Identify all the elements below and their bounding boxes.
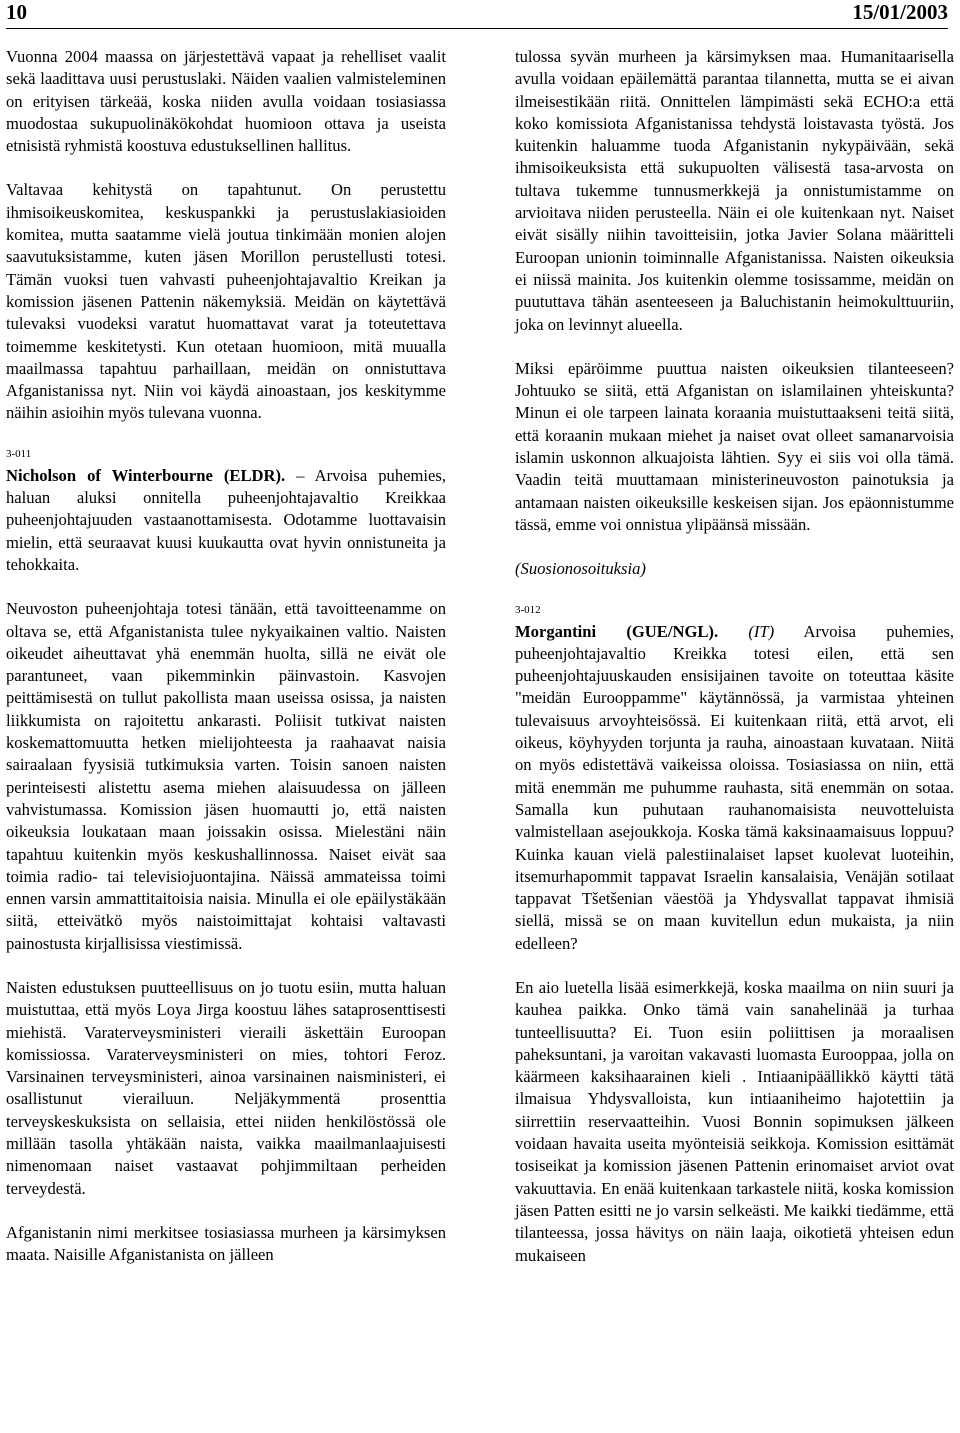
speech-intro bbox=[515, 621, 954, 955]
paragraph: Neuvoston puheenjohtaja totesi tänään, että tavoitteenamme on oltava se, että Afganistanista tulee nykyaikainen valtio. Naisten oikeudet aiheuttavat yhä enemmän huolta, sillä ne eivät ole parantuneet, vaan pikemminkin päinvastoin. Kasvojen peittämisestä on tullut pakollista maan useissa osissa, ja naisten liikkumista on rajoitettu ankarasti. Poliisit tutkivat naisten koskemattomuutta hetken mielijohteesta ja raahaavat naisia sairaalaan fyysisiä tutkimuksia varten. Toisin sanoen naisten perinteisesti alistettu asema miehen alaisuudessa on jälleen vahvistumassa. Komission jäsen huomautti jo, että naisten oikeuksia loukataan maan joissakin osissa. Mielestäni näin tapahtuu kuitenkin myös keskushallinnossa. Naiset eivät saa toimia radio- tai televisiojuontajina. Näissä ammateissa toimi ennen varsin ammattitaitoisia naisia. Minulla ei ole epäilystäkään siitä, etteivätkö myös naistoimittajat kohtaisi valtavasti painostusta kirjallisissa viestimissä. bbox=[6, 599, 446, 953]
procedure-number: 3-012 bbox=[515, 603, 541, 616]
paragraph: Naisten edustuksen puutteellisuus on jo tuotu esiin, mutta haluan muistuttaa, että myös Loya Jirga koostuu lähes sataprosenttisesti miehistä. Varaterveysministeri vieraili äskettäin Euroopan komissiossa. Varaterveysministeri on mies, tohtori Feroz. Varsinainen terveysministeri, ainoa varsinainen naisministeri, ei osallistunut vierailuun. Neljäkymmentä prosenttia terveyskeskuksista on sellaisia, ettei niiden henkilöstössä ole millään tasolla yhtäkään naista, vaikka maailmanlaajuisesti nimenomaan naiset vastaavat pohjimmiltaan perheiden terveydestä. bbox=[6, 977, 446, 1198]
paragraph: Miksi epäröimme puuttua naisten oikeuksien tilanteeseen? Johtuuko se siitä, että Afganistan on islamilainen yhteiskunta? Minun ei ole tarpeen lainata koraania muistuttaakseni teitä siitä, että koraanin mukaan miehet ja naiset ovat olleet samanarvoisia islamin uskonnon alkuajoista lähtien. Syy ei siis voi olla tämä. Vaadin teitä muuttamaan ministerineuvoston painotuksia ja antamaan naisten oikeuksille keskeisen sijan. Jos epäonnistumme tässä, emme voi onnistua ylipäänsä missään. bbox=[515, 358, 954, 534]
speaker-name: Nicholson of Winterbourne (ELDR). bbox=[6, 465, 286, 485]
speech-text: – Arvoisa puhemies, haluan aluksi onnitella puheenjohtajavaltio Kreikkaa puheenjohtajuuden vastaanottamisesta. Odotamme luottavaisin mielin, että seuraavat kuusi kuukautta ovat hyvin onnistuneita ja tehokkaita. bbox=[6, 465, 446, 574]
applause-note: (Suosionosoituksia) bbox=[515, 559, 646, 579]
paragraph: Vuonna 2004 maassa on järjestettävä vapaat ja rehelliset vaalit sekä laadittava uusi perustuslaki. Näiden vaalien valmisteleminen on erityisen tärkeää, koska niiden avulla voidaan tosiasiassa muodostaa sukupuolinäkökohdat huomioon ottava ja useista etnisistä ryhmistä koostuva edustuksellinen hallitus. bbox=[6, 47, 446, 156]
header-date: 15/01/2003 bbox=[852, 0, 948, 24]
paragraph: Valtavaa kehitystä on tapahtunut. On perustettu ihmisoikeuskomitea, keskuspankki ja perustuslakiasioiden komitea, mutta saatamme vielä joutua tinkimään monien alojen saavutuksistamme, kuten jäsen Morillon perustellusti totesi. Tämän vuoksi tuen vahvasti puheenjohtajavaltio Kreikan ja komission jäsenen Pattenin näkemyksiä. Meidän on käytettävä tulevaksi vuodeksi varatut huomattavat varat ja toteutettava toimemme keskitetysti. Kun otetaan huomioon, mitä muualla maailmassa tapahtuu parhaillaan, meidän on onnistuttava Afganistanissa nyt. Niin voi käydä ainoastaan, jos keskitymme näihin asioihin myös tulevana vuonna. bbox=[6, 180, 446, 423]
left-column bbox=[6, 46, 446, 1267]
paragraph: tulossa syvän murheen ja kärsimyksen maa. Humanitaarisella avulla voidaan epäilemättä parantaa tilannetta, mutta se ei aivan ilmeisestikään riitä. Onnittelen lämpimästi sekä ECHO:a että koko komissiota Afganistanissa tehdystä loistavasta työstä. Jos kuitenkin haluamme tuoda Afganistanin nykypäivään, sekä ihmisoikeuksista että sukupuolten välisestä tasa-arvosta on tultava tukemme tunnusmerkkejä ja onnistumistamme on arvioitava niiden perusteella. Näin ei ole kuitenkaan nyt. Naiset eivät sisälly niihin tavoitteisiin, jotka Javier Solana määritteli Euroopan unionin toiminnalle Afganistanissa. Naisten oikeuksia ei niissä mainita. Jos kuitenkin olemme tosissamme, meidän on puututtava tähän asenteeseen ja Baluchistanin heimokulttuuriin, joka on levinnyt alueella. bbox=[515, 47, 954, 334]
language-tag: (IT) bbox=[748, 621, 775, 641]
speech-text: Arvoisa puhemies, puheenjohtajavaltio Kreikka totesi eilen, että sen puheenjohtajuuskauden ensisijainen tavoite on toteuttaa käsite "meidän Eurooppamme" käytännössä, ja varmistaa yhteinen tulevaisuus arvoyhteisössä. Ei kuitenkaan riitä, että arvot, eli oikeus, köyhyyden torjunta ja rauha, ainoastaan kuvataan. Niitä on myös edistettävä vaikeissa oloissa. Tosiasiassa on niin, että mitä enemmän me puhumme rauhasta, sitä enemmän on sotaa. Samalla kun puhutaan rauhanomaisista neuvotteluista valmistellaan asejoukkoja. Koska tämä kaksinaamaisuus loppuu? Kuinka kauan vielä palestiinalaiset lapset kuolevat luoteihin, itsemurhapommit tappavat Israelin kansalaisia, Venäjän sotilaat tappavat Tšetšenian väestöä ja Yhdysvallat tappavat ihmisiä siellä, missä se on maan kuvitellun edun mukaista, ja niin edelleen? bbox=[515, 621, 954, 953]
page-number: 10 bbox=[6, 0, 27, 24]
procedure-number: 3-011 bbox=[6, 447, 32, 460]
paragraph: En aio luetella lisää esimerkkejä, koska maailma on niin suuri ja kauhea paikka. Onko tämä vain sanahelinää ja turhaa tunteellisuutta? Ei. Tuon esiin poliittisen ja moraalisen paheksuntani, ja varoitan vakavasti luomasta Eurooppaa, jolla on käärmeen kaksihaarainen kieli . Intiaanipäällikkö käytti tätä ilmaisua Yhdysvalloista, kun intiaaniheimo hajotettiin ja siirrettiin reservaatteihin. Vuosi Bonnin sopimuksen jälkeen voidaan havaita useita myönteisiä seikkoja. Komission esittämät tosiseikat ja komission jäsenen Pattenin erinomaiset arviot ovat vakuuttavia. En enää kuitenkaan tarkastele niitä, koska komission jäsen Patten esitti ne jo varsin selkeästi. Me kaikki tiedämme, että tilanteessa, jossa hävitys on näin laaja, oikotietä yhteisen edun mukaiseen bbox=[515, 977, 954, 1265]
paragraph: Afganistanin nimi merkitsee tosiasiassa murheen ja kärsimyksen maata. Naisille Afganistanista on jälleen bbox=[6, 1222, 446, 1265]
right-column bbox=[515, 46, 954, 1267]
speaker-name: Morgantini (GUE/NGL). bbox=[515, 621, 719, 641]
speech-intro bbox=[6, 465, 446, 576]
page-header bbox=[6, 0, 948, 29]
